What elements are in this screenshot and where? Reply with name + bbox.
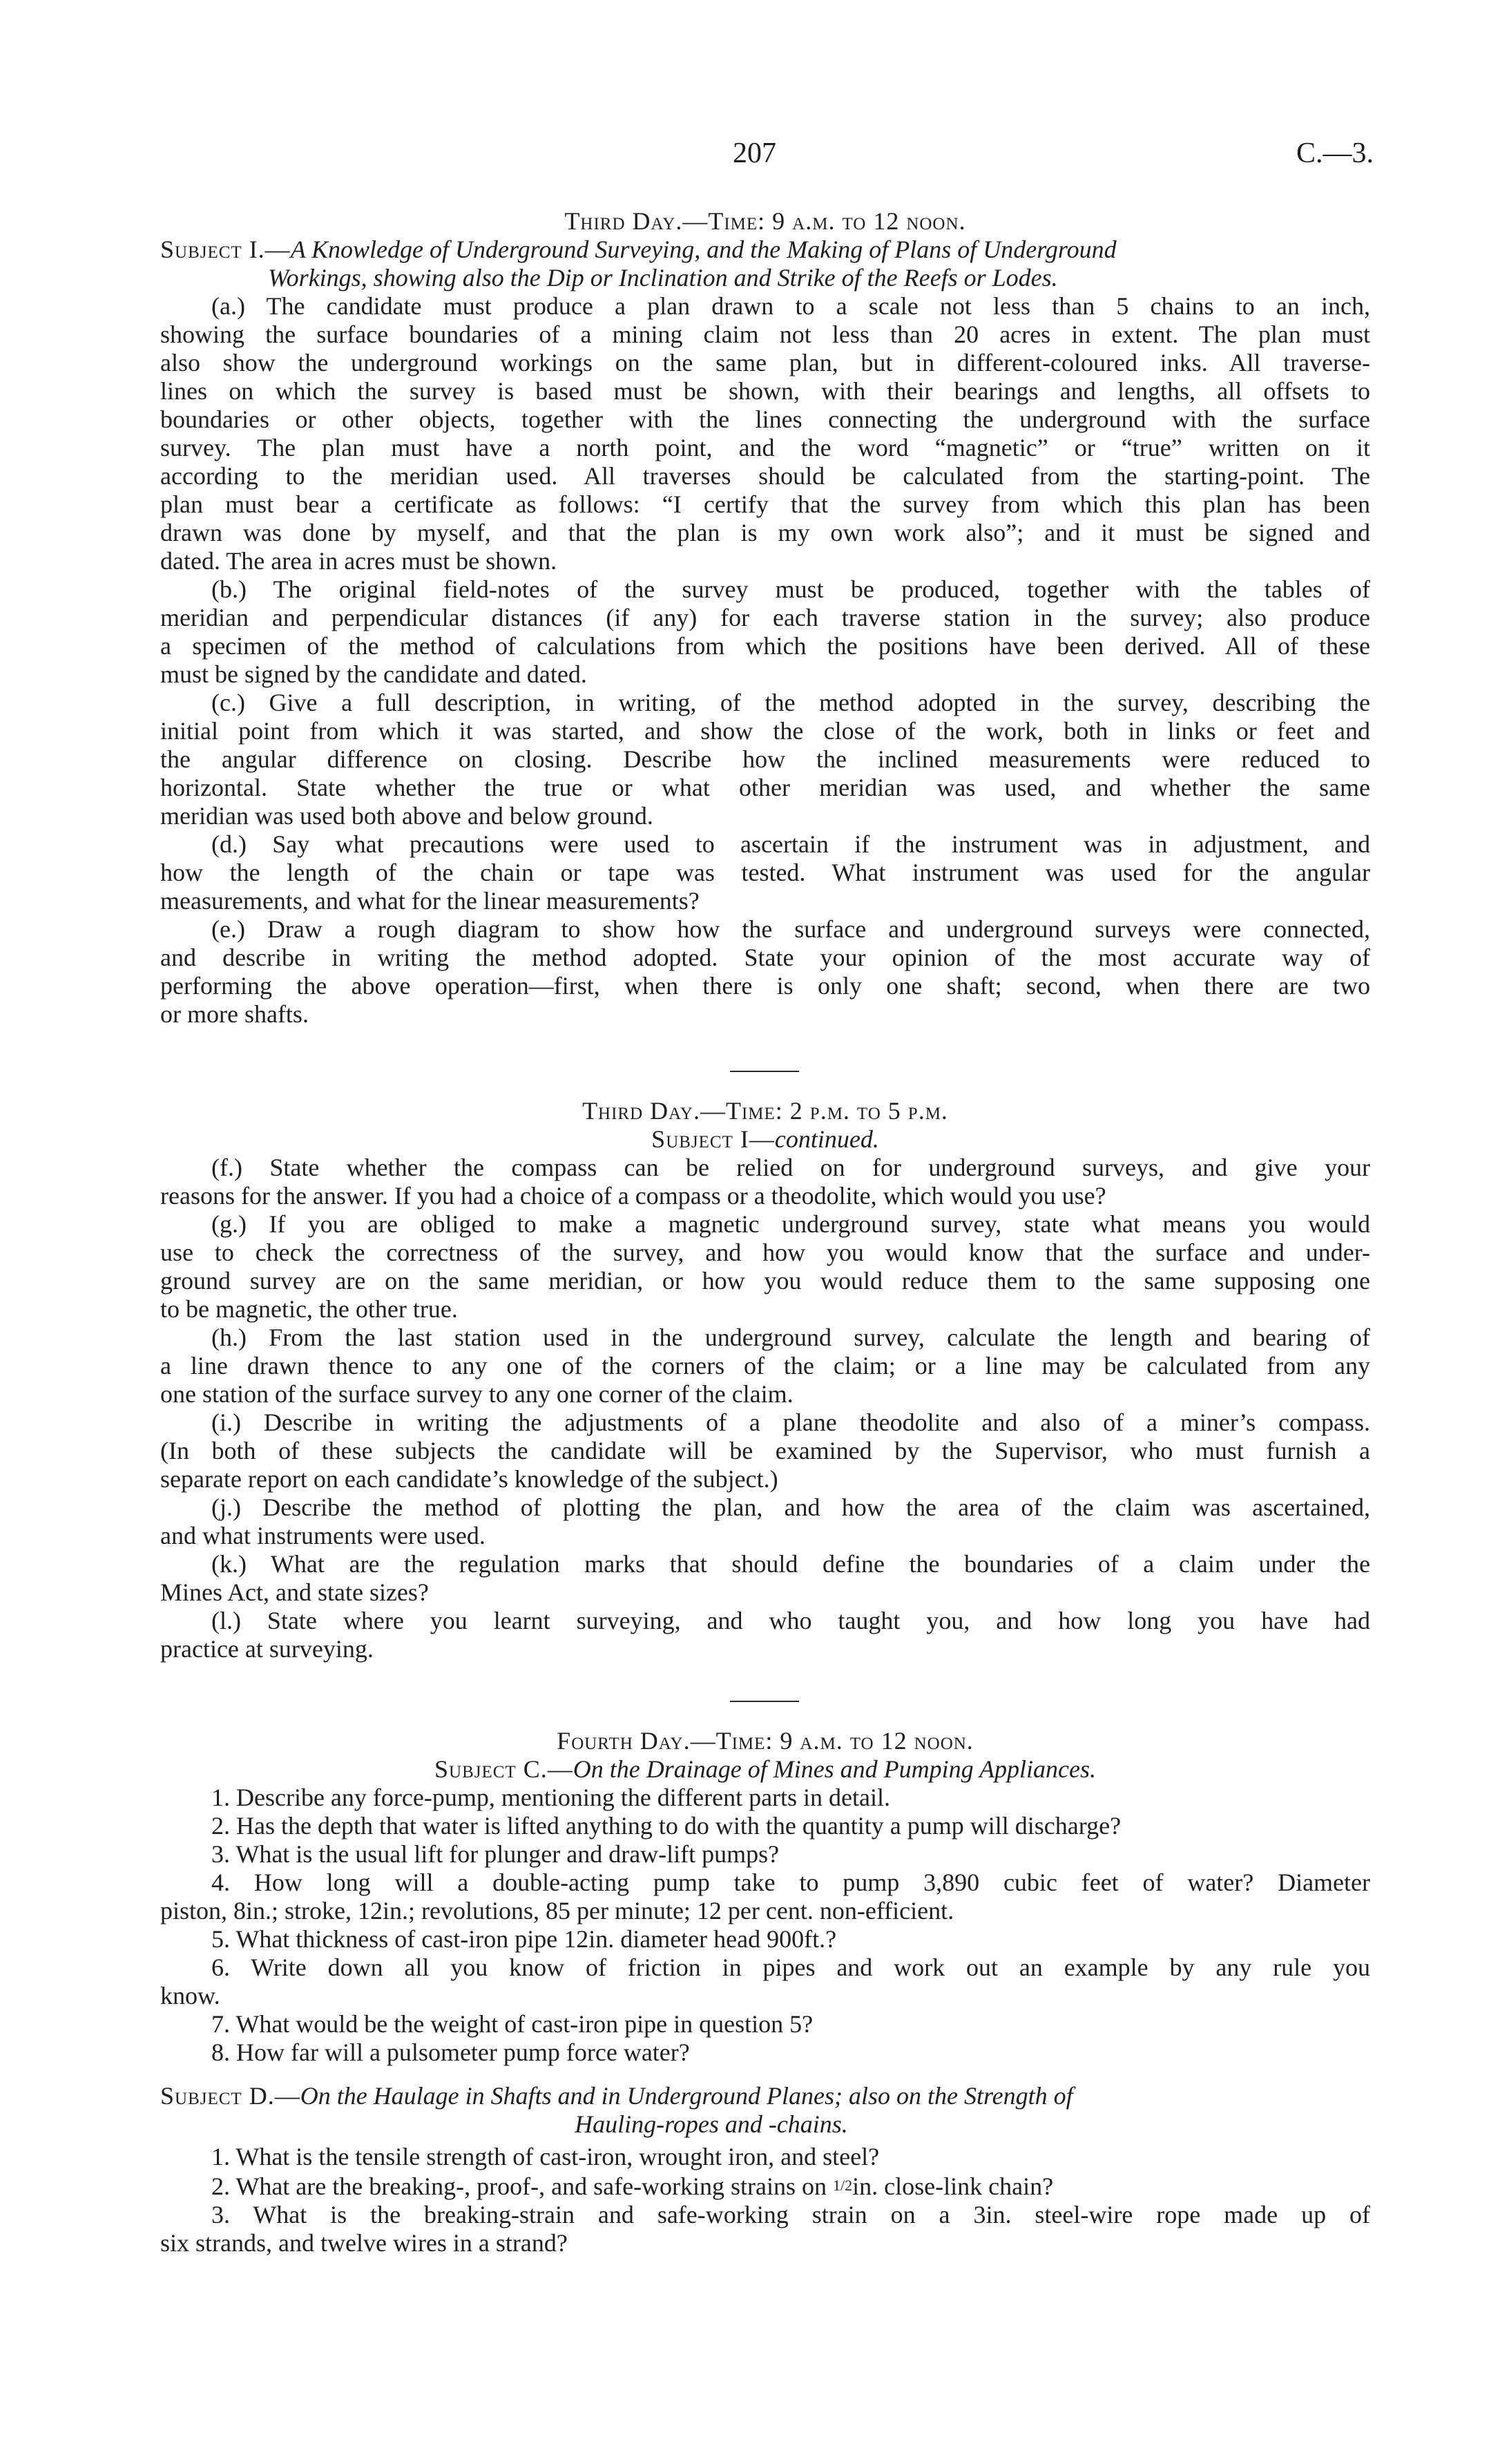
text-line: measurements, and what for the linear measurements? <box>160 887 700 915</box>
text-line: or more shafts. <box>160 1000 309 1028</box>
text-line: (j.) Describe the method of plotting the plan, and how the area of the claim was ascertained, <box>211 1493 1370 1521</box>
question-2: 2. Has the depth that water is lifted anything to do with the quantity a pump will discharge? <box>211 1812 1122 1840</box>
text-line: (k.) What are the regulation marks that should define the boundaries of a claim under the <box>211 1550 1370 1578</box>
question-8: 8. How far will a pulsometer pump force water? <box>211 2038 690 2066</box>
question-d2 <box>160 2171 1370 2201</box>
subject-title-line: A Knowledge of Underground Surveying, and the Making of Plans of Underground <box>290 236 1117 263</box>
subject-label: Subject I.— <box>160 236 291 263</box>
text-line: lines on which the survey is based must be shown, with their bearings and lengths, all offsets to <box>160 377 1370 405</box>
section-fourth-day <box>160 1727 1370 2257</box>
text-line: 3. What is the breaking-strain and safe-working strain on a 3in. steel-wire rope made up of <box>211 2201 1370 2228</box>
subject-title-line: Hauling-ropes and -chains. <box>575 2110 848 2138</box>
question-1: 1. Describe any force-pump, mentioning the different parts in detail. <box>211 1784 891 1811</box>
section-divider <box>730 1071 799 1072</box>
text-line: piston, 8in.; stroke, 12in.; revolutions, 85 per minute; 12 per cent. non-efficient. <box>160 1897 954 1925</box>
text-line: know. <box>160 1982 220 2009</box>
section-divider <box>730 1701 799 1702</box>
question-4 <box>160 1869 1370 1925</box>
text-line: showing the surface boundaries of a mining claim not less than 20 acres in extent. The plan must <box>160 321 1370 348</box>
question-d <box>160 830 1370 915</box>
section-third-day-morning <box>160 207 1370 1029</box>
text-line: use to check the correctness of the survey, and how you would know that the surface and under- <box>160 1239 1370 1266</box>
text-fragment: 2. What are the breaking-, proof-, and safe-working strains on <box>211 2172 834 2200</box>
text-line: practice at surveying. <box>160 1635 374 1663</box>
text-line: according to the meridian used. All traverses should be calculated from the starting-point. The <box>160 462 1370 490</box>
text-line: a line drawn thence to any one of the corners of the claim; or a line may be calculated from any <box>160 1352 1370 1379</box>
question-l <box>160 1607 1370 1663</box>
text-line: (d.) Say what precautions were used to ascertain if the instrument was in adjustment, and <box>211 830 1370 858</box>
text-line: (e.) Draw a rough diagram to show how the surface and underground surveys were connected, <box>211 915 1370 943</box>
text-line: survey. The plan must have a north point, and the word “magnetic” or “true” written on it <box>160 434 1370 461</box>
text-line: a specimen of the method of calculations from which the positions have been derived. All of these <box>160 632 1370 660</box>
subject-title: On the Drainage of Mines and Pumping Appliances. <box>573 1755 1096 1783</box>
text-line: (a.) The candidate must produce a plan drawn to a scale not less than 5 chains to an inch, <box>211 292 1370 320</box>
page-number: 207 <box>733 137 776 169</box>
question-h <box>160 1324 1370 1408</box>
text-line: one station of the surface survey to any one corner of the claim. <box>160 1380 794 1408</box>
section-heading: Third Day.—Time: 2 p.m. to 5 p.m. <box>582 1097 948 1125</box>
text-line: (f.) State whether the compass can be relied on for underground surveys, and give your <box>211 1154 1370 1181</box>
text-line: and what instruments were used. <box>160 1522 486 1549</box>
text-line: horizontal. State whether the true or what other meridian was used, and whether the same <box>160 774 1370 801</box>
text-line: meridian and perpendicular distances (if any) for each traverse station in the survey; also produce <box>160 604 1370 631</box>
question-a <box>160 292 1370 575</box>
question-g <box>160 1210 1370 1324</box>
section-heading: Fourth Day.—Time: 9 a.m. to 12 noon. <box>557 1727 974 1755</box>
question-f <box>160 1154 1370 1210</box>
text-line: reasons for the answer. If you had a choice of a compass or a theodolite, which would you use? <box>160 1182 1106 1210</box>
text-line: plan must bear a certificate as follows: “I certify that the survey from which this plan has been <box>160 490 1370 518</box>
text-line: initial point from which it was started, and show the close of the work, both in links or feet and <box>160 717 1370 745</box>
document-reference: C.—3. <box>1296 137 1374 169</box>
question-6 <box>160 1954 1370 2010</box>
subject-heading <box>160 236 1370 292</box>
text-line: six strands, and twelve wires in a strand? <box>160 2229 568 2257</box>
text-line: to be magnetic, the other true. <box>160 1295 458 1323</box>
text-line: (In both of these subjects the candidate will be examined by the Supervisor, who must furnish a <box>160 1437 1370 1464</box>
text-line: separate report on each candidate’s knowledge of the subject.) <box>160 1465 778 1493</box>
question-7: 7. What would be the weight of cast-iron pipe in question 5? <box>211 2010 814 2038</box>
question-j <box>160 1493 1370 1550</box>
text-line: (l.) State where you learnt surveying, and who taught you, and how long you have had <box>211 1607 1370 1634</box>
subject-d-heading <box>160 2082 1370 2139</box>
text-line: ground survey are on the same meridian, or how you would reduce them to the same supposing one <box>160 1267 1370 1295</box>
subject-title-line: Workings, showing also the Dip or Inclination and Strike of the Reefs or Lodes. <box>268 264 1058 292</box>
text-line: boundaries or other objects, together with the lines connecting the underground with the surface <box>160 405 1370 433</box>
text-line: performing the above operation—first, when there is only one shaft; second, when there are two <box>160 972 1370 1000</box>
subject-continued: continued. <box>774 1125 879 1153</box>
text-line: 6. Write down all you know of friction in pipes and work out an example by any rule you <box>211 1954 1370 1981</box>
text-line: also show the underground workings on the same plan, but in different-coloured inks. All traverse- <box>160 349 1370 376</box>
text-fragment: in. close-link chain? <box>852 2172 1054 2200</box>
text-line: meridian was used both above and below ground. <box>160 802 653 830</box>
section-heading: Third Day.—Time: 9 a.m. to 12 noon. <box>564 207 966 235</box>
text-line: and describe in writing the method adopted. State your opinion of the most accurate way of <box>160 944 1370 971</box>
fraction: 1/2 <box>833 2177 853 2194</box>
subject-heading <box>160 1125 1370 1154</box>
question-3: 3. What is the usual lift for plunger and draw-lift pumps? <box>211 1840 780 1868</box>
subject-label: Subject I— <box>651 1125 775 1153</box>
subject-c-heading <box>160 1755 1370 1784</box>
question-e <box>160 915 1370 1029</box>
text-line: (h.) From the last station used in the underground survey, calculate the length and bearing of <box>211 1324 1370 1351</box>
question-b <box>160 575 1370 689</box>
subject-label: Subject D.— <box>160 2082 300 2110</box>
text-line: (i.) Describe in writing the adjustments of a plane theodolite and also of a miner’s compass. <box>211 1408 1370 1436</box>
text-line: (c.) Give a full description, in writing, of the method adopted in the survey, describing the <box>211 689 1370 716</box>
subject-title-line: On the Haulage in Shafts and in Underground Planes; also on the Strength of <box>300 2082 1073 2110</box>
question-c <box>160 689 1370 830</box>
subject-label: Subject C.— <box>434 1755 573 1783</box>
question-d1: 1. What is the tensile strength of cast-iron, wrought iron, and steel? <box>211 2143 880 2170</box>
question-5: 5. What thickness of cast-iron pipe 12in. diameter head 900ft.? <box>211 1925 837 1953</box>
text-line: 4. How long will a double-acting pump take to pump 3,890 cubic feet of water? Diameter <box>211 1869 1370 1896</box>
section-third-day-afternoon <box>160 1097 1370 1663</box>
text-line: must be signed by the candidate and dated. <box>160 660 587 688</box>
text-line: (b.) The original field-notes of the survey must be produced, together with the tables of <box>211 575 1370 603</box>
text-line: (g.) If you are obliged to make a magnetic underground survey, state what means you would <box>211 1210 1370 1238</box>
question-d3 <box>160 2201 1370 2257</box>
text-line: Mines Act, and state sizes? <box>160 1578 429 1606</box>
text-line: the angular difference on closing. Describe how the inclined measurements were reduced to <box>160 745 1370 773</box>
text-line: drawn was done by myself, and that the plan is my own work also”; and it must be signed and <box>160 519 1370 546</box>
question-i <box>160 1408 1370 1493</box>
question-k <box>160 1550 1370 1607</box>
text-line: dated. The area in acres must be shown. <box>160 547 557 575</box>
text-line: how the length of the chain or tape was tested. What instrument was used for the angular <box>160 859 1370 886</box>
